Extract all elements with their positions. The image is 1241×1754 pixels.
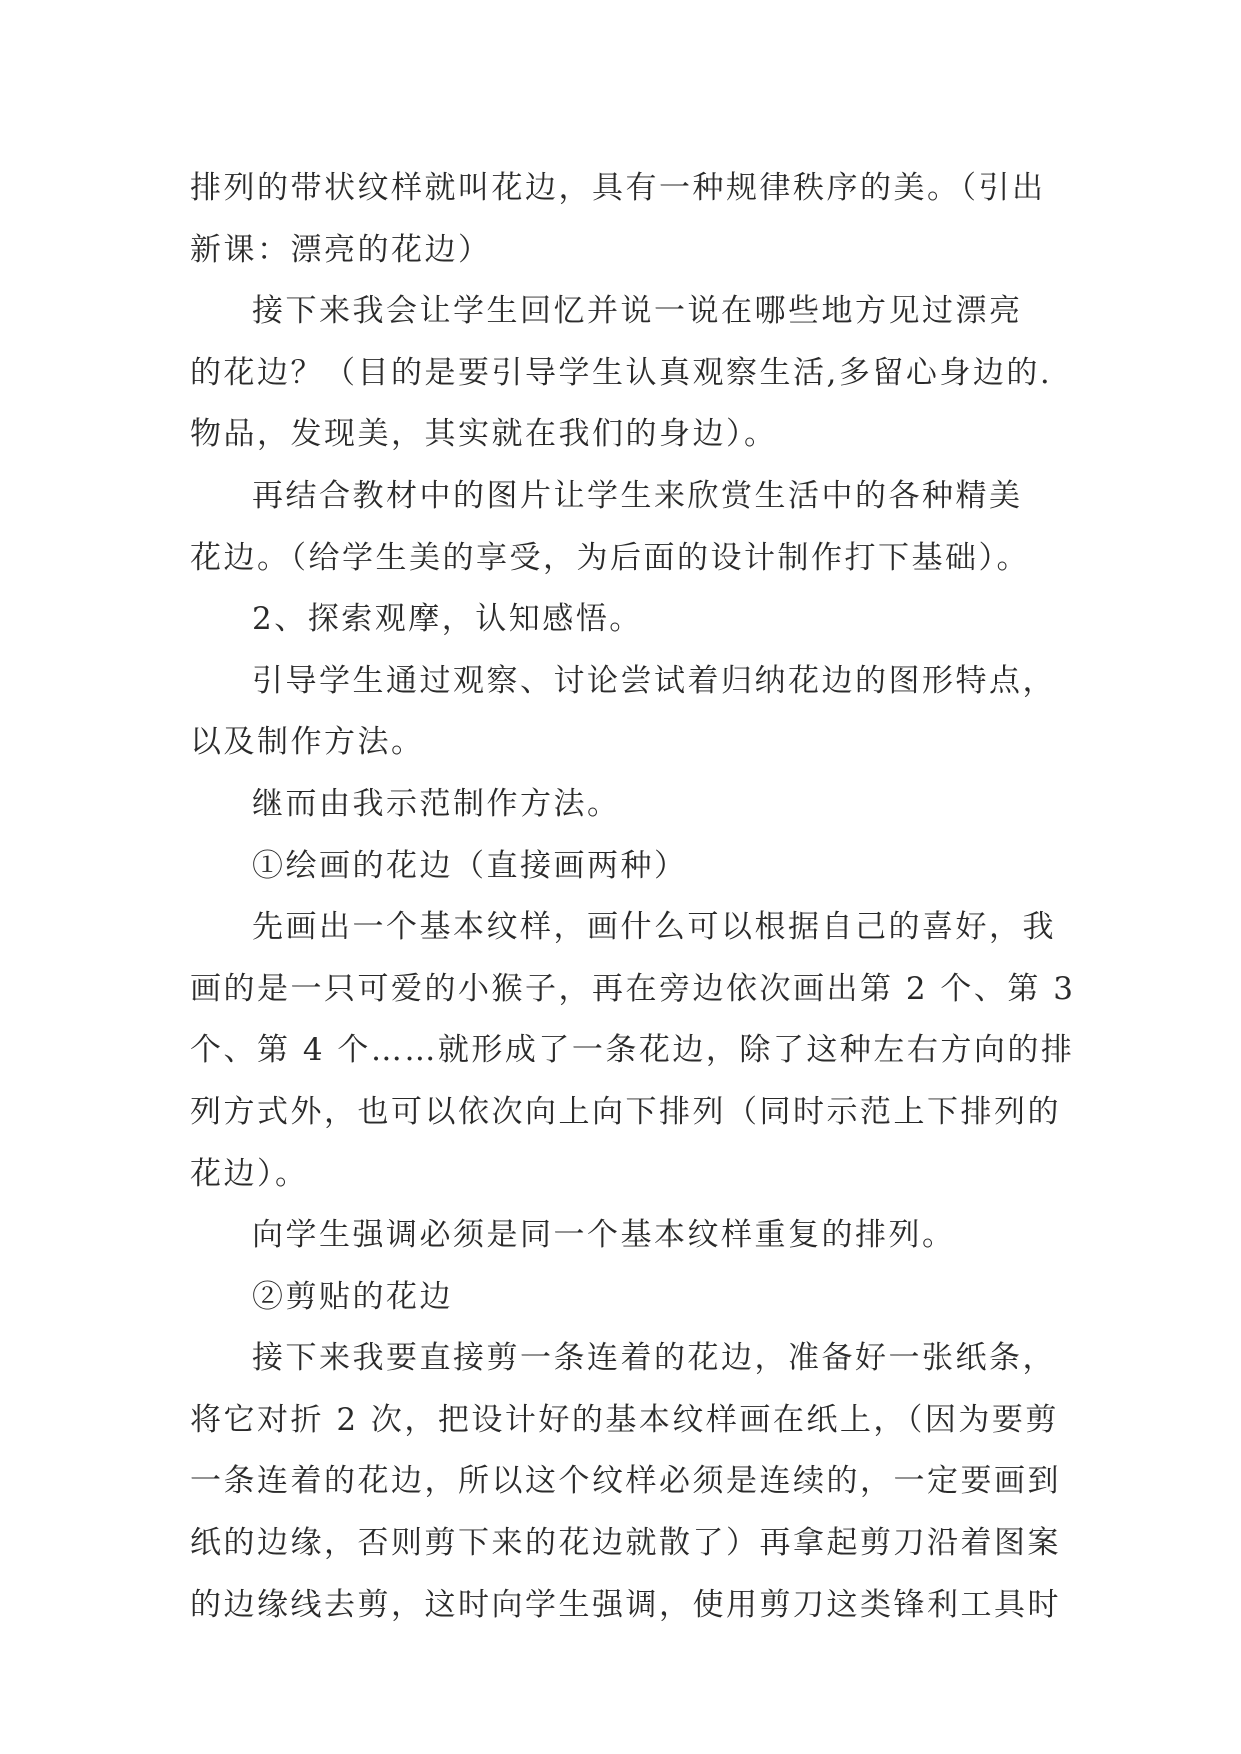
text-line: 花边。（给学生美的享受，为后面的设计制作打下基础）。: [190, 539, 1030, 576]
text-line: 个、第 4 个……就形成了一条花边，除了这种左右方向的排: [190, 1032, 1075, 1069]
text-line: 新课：漂亮的花边）: [190, 231, 492, 268]
text-line: 画的是一只可爱的小猴子，再在旁边依次画出第 2 个、第 3: [190, 970, 1076, 1007]
text-line: 继而由我示范制作方法。: [252, 785, 621, 822]
text-line: 2、探索观摩，认知感悟。: [252, 601, 643, 638]
text-line: 一条连着的花边，所以这个纹样必须是连续的，一定要画到: [190, 1463, 1061, 1500]
text-line: ②剪贴的花边: [252, 1278, 453, 1315]
text-line: 先画出一个基本纹样，画什么可以根据自己的喜好，我: [252, 909, 1056, 946]
text-line: 将它对折 2 次，把设计好的基本纹样画在纸上，（因为要剪: [190, 1401, 1059, 1438]
text-line: 列方式外，也可以依次向上向下排列（同时示范上下排列的: [190, 1093, 1061, 1130]
body-text: [190, 158, 1076, 1636]
text-line: 再结合教材中的图片让学生来欣赏生活中的各种精美: [252, 477, 1023, 514]
text-line: 以及制作方法。: [190, 724, 425, 761]
text-line: 花边）。: [190, 1155, 309, 1192]
text-line: 接下来我会让学生回忆并说一说在哪些地方见过漂亮: [252, 293, 1023, 330]
text-line: ①绘画的花边（直接画两种）: [252, 847, 688, 884]
text-line: 向学生强调必须是同一个基本纹样重复的排列。: [252, 1217, 956, 1254]
text-line: 排列的带状纹样就叫花边，具有一种规律秩序的美。（引出: [190, 170, 1046, 206]
text-line: 纸的边缘，否则剪下来的花边就散了）再拿起剪刀沿着图案: [190, 1525, 1061, 1562]
text-line: 的边缘线去剪，这时向学生强调，使用剪刀这类锋利工具时: [190, 1586, 1061, 1623]
text-line: 引导学生通过观察、讨论尝试着归纳花边的图形特点，: [252, 662, 1056, 699]
text-line: 接下来我要直接剪一条连着的花边，准备好一张纸条，: [252, 1340, 1056, 1377]
text-line: 的花边？（目的是要引导学生认真观察生活,多留心身边的.: [190, 354, 1053, 391]
text-line: 物品，发现美，其实就在我们的身边）。: [190, 416, 778, 453]
